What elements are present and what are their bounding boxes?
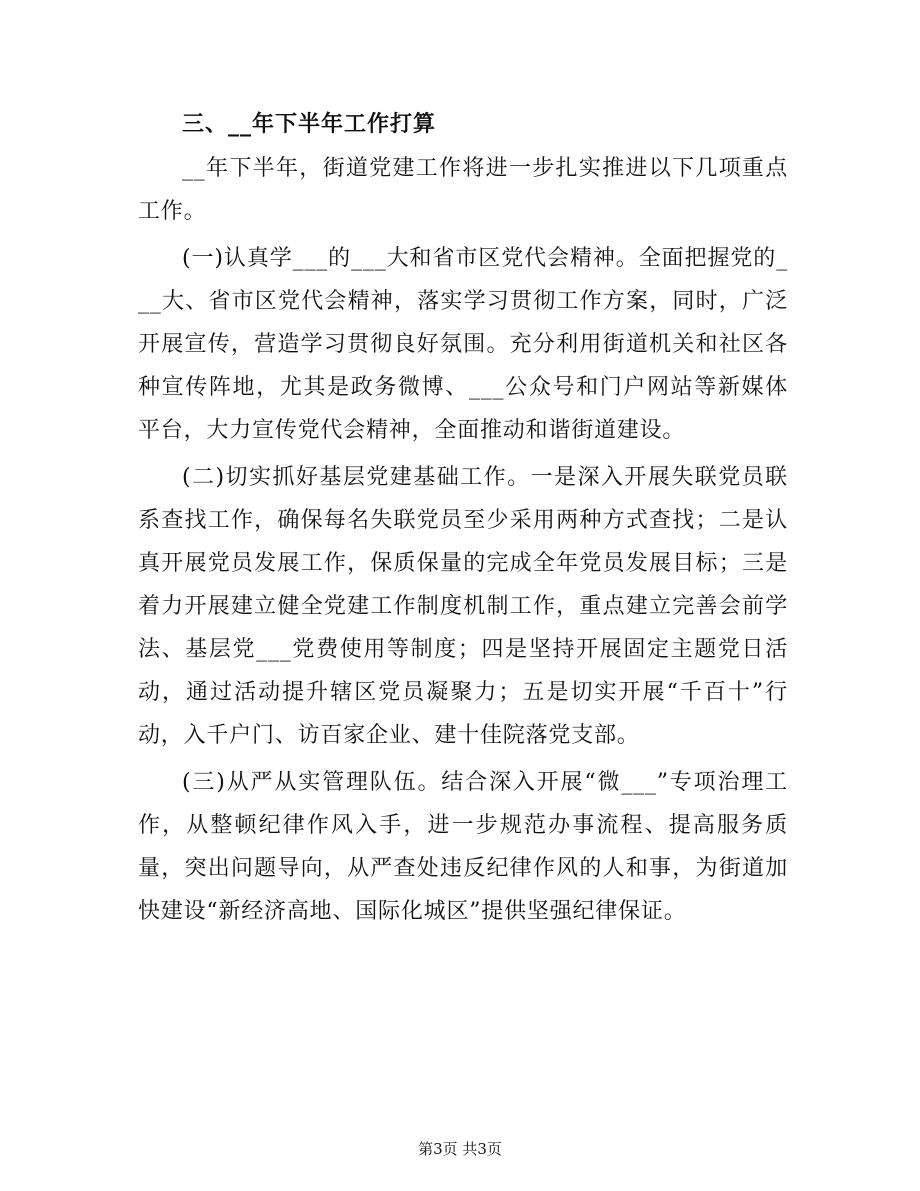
paragraph-intro: __年下半年，街道党建工作将进一步扎实推进以下几项重点工作。 <box>138 156 788 224</box>
paragraph-item-2: (二)切实抓好基层党建基础工作。一是深入开展失联党员联系查找工作，确保每名失联党员至少采用两种方式查找；二是认真开展党员发展工作，保质保量的完成全年党员发展目标；三是着力开展建立健全党建工作制度机制工作，重点建立完善会前学法、基层党___党费使用等制度；四是坚持开展固定主题党日活动，通过活动提升辖区党员凝聚力；五是切实开展“千百十”行动，入千户门、访百家企业、建十佳院落党支部。 <box>138 465 788 748</box>
page-footer: 第3页 共3页 <box>418 1140 502 1158</box>
paragraph-item-3: (三)从严从实管理队伍。结合深入开展“微___”专项治理工作，从整顿纪律作风入手，进一步规范办事流程、提高服务质量，突出问题导向，从严查处违反纪律作风的人和事，为街道加快建设“新经济高地、国际化城区”提供坚强纪律保证。 <box>138 770 788 924</box>
document-body <box>138 106 788 933</box>
section-heading: 三、__年下半年工作打算 <box>182 111 437 137</box>
paragraph-item-1: (一)认真学___的___大和省市区党代会精神。全面把握党的___大、省市区党代会精神，落实学习贯彻工作方案，同时，广泛开展宣传，营造学习贯彻良好氛围。充分利用街道机关和社区各种宣传阵地，尤其是政务微博、___公众号和门户网站等新媒体平台，大力宣传党代会精神，全面推动和谐街道建设。 <box>138 246 788 443</box>
